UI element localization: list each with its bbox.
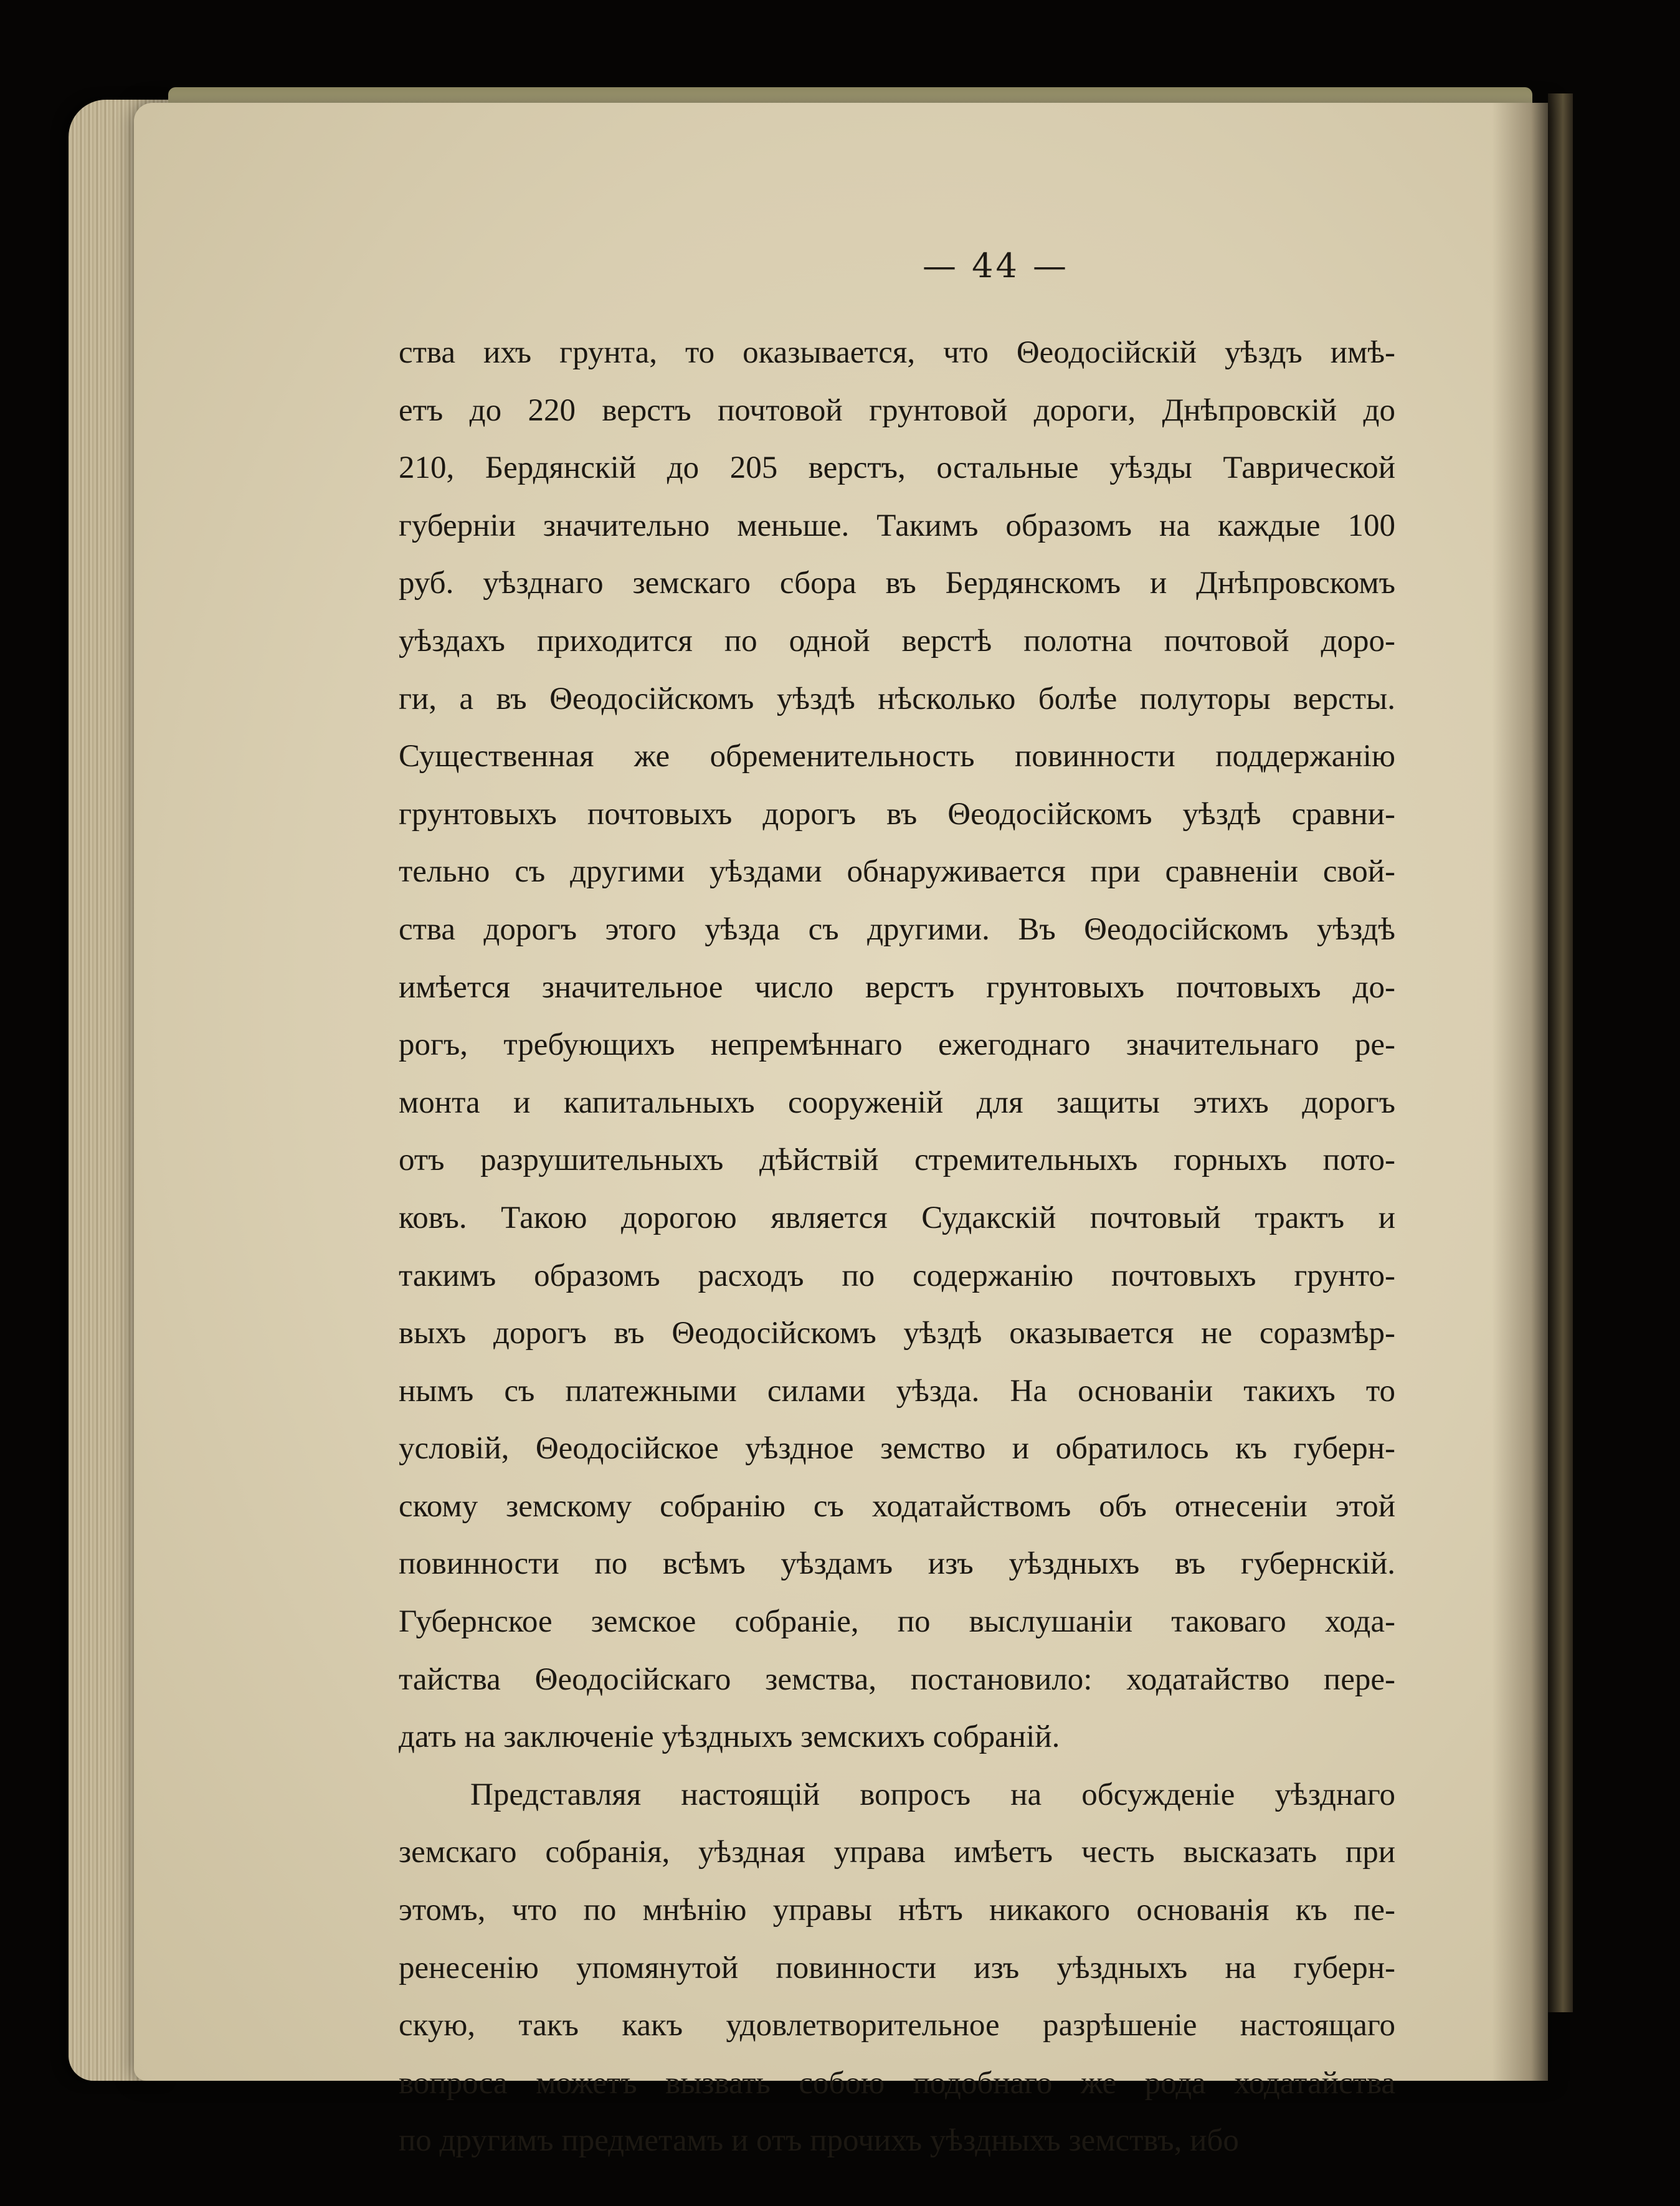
text-line: Существенная же обременительность повинности поддержанію <box>399 739 1395 774</box>
text-line: ренесенію упомянутой повинности изъ уѣздныхъ на губерн- <box>399 1950 1395 1985</box>
text-line: ства дорогъ этого уѣзда съ другими. Въ Θеодосійскомъ уѣздѣ <box>399 911 1395 947</box>
body-text <box>399 324 1395 2170</box>
text-line: монта и капитальныхъ сооруженій для защиты этихъ дорогъ <box>399 1085 1395 1120</box>
text-line: рогъ, требующихъ непремѣннаго ежегоднаго значительнаго ре- <box>399 1027 1395 1063</box>
text-line: Представляя настоящій вопросъ на обсужденіе уѣзднаго <box>470 1777 1395 1812</box>
text-line: ковъ. Такою дорогою является Судакскій почтовый трактъ и <box>399 1200 1395 1235</box>
text-line: грунтовыхъ почтовыхъ дорогъ въ Θеодосійскомъ уѣздѣ сравни- <box>399 796 1395 832</box>
text-line: этомъ, что по мнѣнію управы нѣтъ никакого основанія къ пе- <box>399 1893 1395 1928</box>
text-line: ства ихъ грунта, то оказывается, что Θеодосійскій уѣздъ имѣ- <box>399 335 1395 370</box>
paragraph <box>399 1766 1395 2170</box>
text-line: руб. уѣзднаго земскаго сбора въ Бердянскомъ и Днѣпровскомъ <box>399 566 1395 601</box>
facing-page-edge <box>1548 93 1573 2012</box>
text-line: по другимъ предметамъ и отъ прочихъ уѣздныхъ земствъ, ибо <box>399 2123 1239 2159</box>
text-line: тельно съ другими уѣздами обнаруживается при сравненіи свой- <box>399 854 1395 890</box>
text-line: губерніи значительно меньше. Такимъ образомъ на каждые 100 <box>399 508 1395 543</box>
text-line: имѣется значительное число верстъ грунтовыхъ почтовыхъ до- <box>399 969 1395 1005</box>
text-line: такимъ образомъ расходъ по содержанію почтовыхъ грунто- <box>399 1258 1395 1293</box>
text-line: скому земскому собранію съ ходатайствомъ объ отнесеніи этой <box>399 1488 1395 1524</box>
text-line: дать на заключеніе уѣздныхъ земскихъ собраній. <box>399 1719 1060 1755</box>
text-line: скую, такъ какъ удовлетворительное разрѣшеніе настоящаго <box>399 2008 1395 2043</box>
text-line: отъ разрушительныхъ дѣйствій стремительныхъ горныхъ пото- <box>399 1143 1395 1178</box>
text-line: ги, а въ Θеодосійскомъ уѣздѣ нѣсколько болѣе полуторы версты. <box>399 681 1395 716</box>
text-line: уѣздахъ приходится по одной верстѣ полотна почтовой доро- <box>399 623 1395 658</box>
text-line: земскаго собранія, уѣздная управа имѣетъ честь высказать при <box>399 1835 1395 1870</box>
text-line: вопроса можетъ вызвать собою подобнаго же рода ходатайства <box>399 2065 1395 2101</box>
paragraph <box>399 324 1395 1766</box>
text-line: выхъ дорогъ въ Θеодосійскомъ уѣздѣ оказывается не соразмѣр- <box>399 1316 1395 1351</box>
gutter-shadow <box>1492 103 1548 2081</box>
text-line: 210, Бердянскій до 205 верстъ, остальные уѣзды Таврической <box>399 450 1395 486</box>
text-line: повинности по всѣмъ уѣздамъ изъ уѣздныхъ въ губернскій. <box>399 1546 1395 1582</box>
text-line: нымъ съ платежными силами уѣзда. На основаніи такихъ то <box>399 1373 1395 1409</box>
text-line: тайства Θеодосійскаго земства, постановило: ходатайство пере- <box>399 1662 1395 1697</box>
text-line: Губернское земское собраніе, по выслушаніи таковаго хода- <box>399 1604 1395 1640</box>
page-number: — 44 — <box>922 246 1070 285</box>
text-line: етъ до 220 верстъ почтовой грунтовой дороги, Днѣпровскій до <box>399 392 1395 428</box>
text-line: условій, Θеодосійское уѣздное земство и обратилось къ губерн- <box>399 1431 1395 1467</box>
